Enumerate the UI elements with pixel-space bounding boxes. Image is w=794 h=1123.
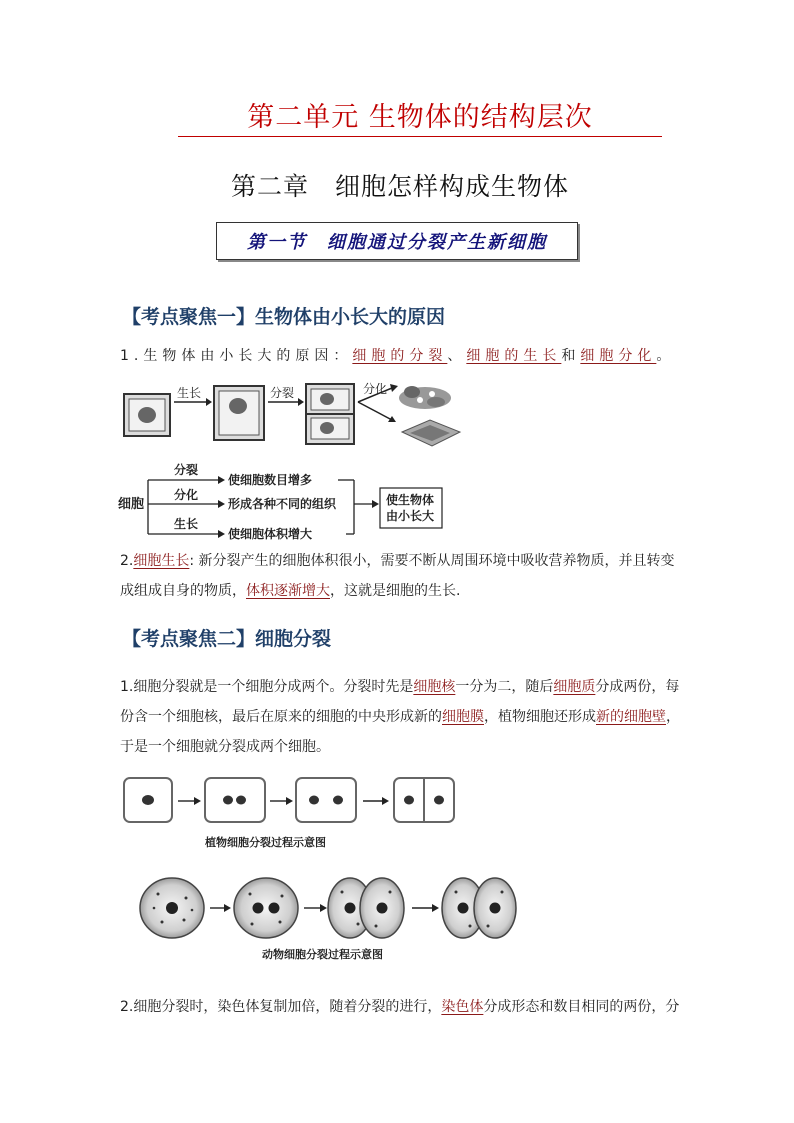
f2-text-d: 份含一个细胞核，最后在原来的细胞的中央形成新的 — [120, 709, 442, 725]
term-cytoplasm: 细胞质 — [553, 679, 596, 695]
f2p2-text-b: 分成形态和数目相同的两份，分 — [483, 999, 680, 1015]
map-b3-text: 使细胞体积增大 — [228, 527, 313, 541]
term-cell-growth: 细胞的生长 — [466, 348, 562, 364]
cell-divided — [306, 384, 354, 444]
animal-cell-1 — [140, 878, 204, 938]
cell-grown — [214, 386, 264, 440]
label-grow: 生长 — [177, 386, 202, 400]
section-title: 第一节 细胞通过分裂产生新细胞 — [216, 222, 578, 260]
focus2-point2 — [120, 992, 690, 1022]
plant-cell-1 — [124, 778, 172, 822]
focus1-heading: 【考点聚焦一】生物体由小长大的原因 — [122, 306, 446, 328]
focus1-point2 — [120, 546, 680, 606]
f2-text-a: 1.细胞分裂就是一个细胞分成两个。分裂时先是 — [120, 679, 414, 695]
map-b1-label: 分裂 — [174, 463, 199, 477]
point1-prefix: 1.生物体由小长大的原因： — [120, 348, 353, 364]
cell-process-figure — [120, 380, 470, 450]
map-b2-text: 形成各种不同的组织 — [228, 497, 337, 511]
label-differentiate: 分化 — [363, 382, 388, 396]
plant-cell-3 — [296, 778, 356, 822]
point2-text3: ，这就是细胞的生长. — [330, 583, 461, 599]
term-chromosome: 染色体 — [441, 999, 484, 1015]
point2-num: 2. — [120, 553, 134, 569]
map-b3-label: 生长 — [174, 517, 199, 531]
point2-line1 — [120, 546, 680, 576]
term-volume-increase: 体积逐渐增大 — [246, 583, 330, 599]
point2-line2 — [120, 576, 680, 606]
point2-text1: : 新分裂产生的细胞体积很小，需要不断从周围环境中吸收营养物质，并且转变 — [189, 553, 675, 569]
f2-line3 — [120, 732, 680, 762]
term-growth: 细胞生长 — [133, 553, 190, 569]
tissue-sheet — [402, 420, 460, 446]
plant-cell-4 — [394, 778, 454, 822]
unit-title: 第二单元 生物体的结构层次 — [178, 100, 662, 137]
map-root: 细胞 — [118, 497, 145, 512]
focus2-point1 — [120, 672, 680, 762]
f2-text-e: ，植物细胞还形成 — [484, 709, 596, 725]
f2-text-g: 于是一个细胞就分裂成两个细胞。 — [120, 739, 330, 755]
f2-text-b: 一分为二，随后 — [455, 679, 554, 695]
map-result-line1: 使生物体 — [386, 493, 435, 507]
chapter-title: 第二章 细胞怎样构成生物体 — [230, 172, 569, 201]
cell-concept-map — [118, 460, 448, 544]
f2-line2 — [120, 702, 680, 732]
focus1-point1 — [120, 341, 675, 371]
f2-text-c: 分成两份，每 — [595, 679, 680, 695]
f2-line1 — [120, 672, 680, 702]
cell-small — [124, 394, 170, 436]
f2p2-text-a: 2.细胞分裂时，染色体复制加倍，随着分裂的进行， — [120, 999, 442, 1015]
animal-caption: 动物细胞分裂过程示意图 — [262, 948, 383, 961]
f2-text-f: ， — [666, 709, 680, 725]
plant-cell-2 — [205, 778, 265, 822]
term-cell-division: 细胞的分裂 — [352, 348, 448, 364]
term-cell-differentiation: 细胞分化 — [580, 348, 657, 364]
animal-cell-3 — [328, 878, 404, 938]
plant-division-figure — [120, 774, 460, 830]
map-b1-text: 使细胞数目增多 — [228, 473, 313, 487]
plant-caption: 植物细胞分裂过程示意图 — [205, 836, 326, 849]
point1-and: 和 — [561, 348, 581, 364]
map-result-line2: 由小长大 — [386, 509, 435, 523]
label-divide: 分裂 — [270, 386, 295, 400]
tissue-blob — [399, 386, 451, 409]
animal-division-figure — [136, 872, 520, 942]
term-membrane: 细胞膜 — [442, 709, 484, 725]
term-nucleus: 细胞核 — [413, 679, 456, 695]
term-cell-wall: 新的细胞壁 — [596, 709, 666, 725]
animal-cell-4 — [442, 878, 516, 938]
point2-text2: 成组成自身的物质， — [120, 583, 246, 599]
focus2-heading: 【考点聚焦二】细胞分裂 — [122, 628, 332, 650]
animal-cell-2 — [234, 878, 298, 938]
point1-end: 。 — [656, 348, 676, 364]
map-b2-label: 分化 — [174, 488, 199, 502]
point1-sep: 、 — [447, 348, 467, 364]
